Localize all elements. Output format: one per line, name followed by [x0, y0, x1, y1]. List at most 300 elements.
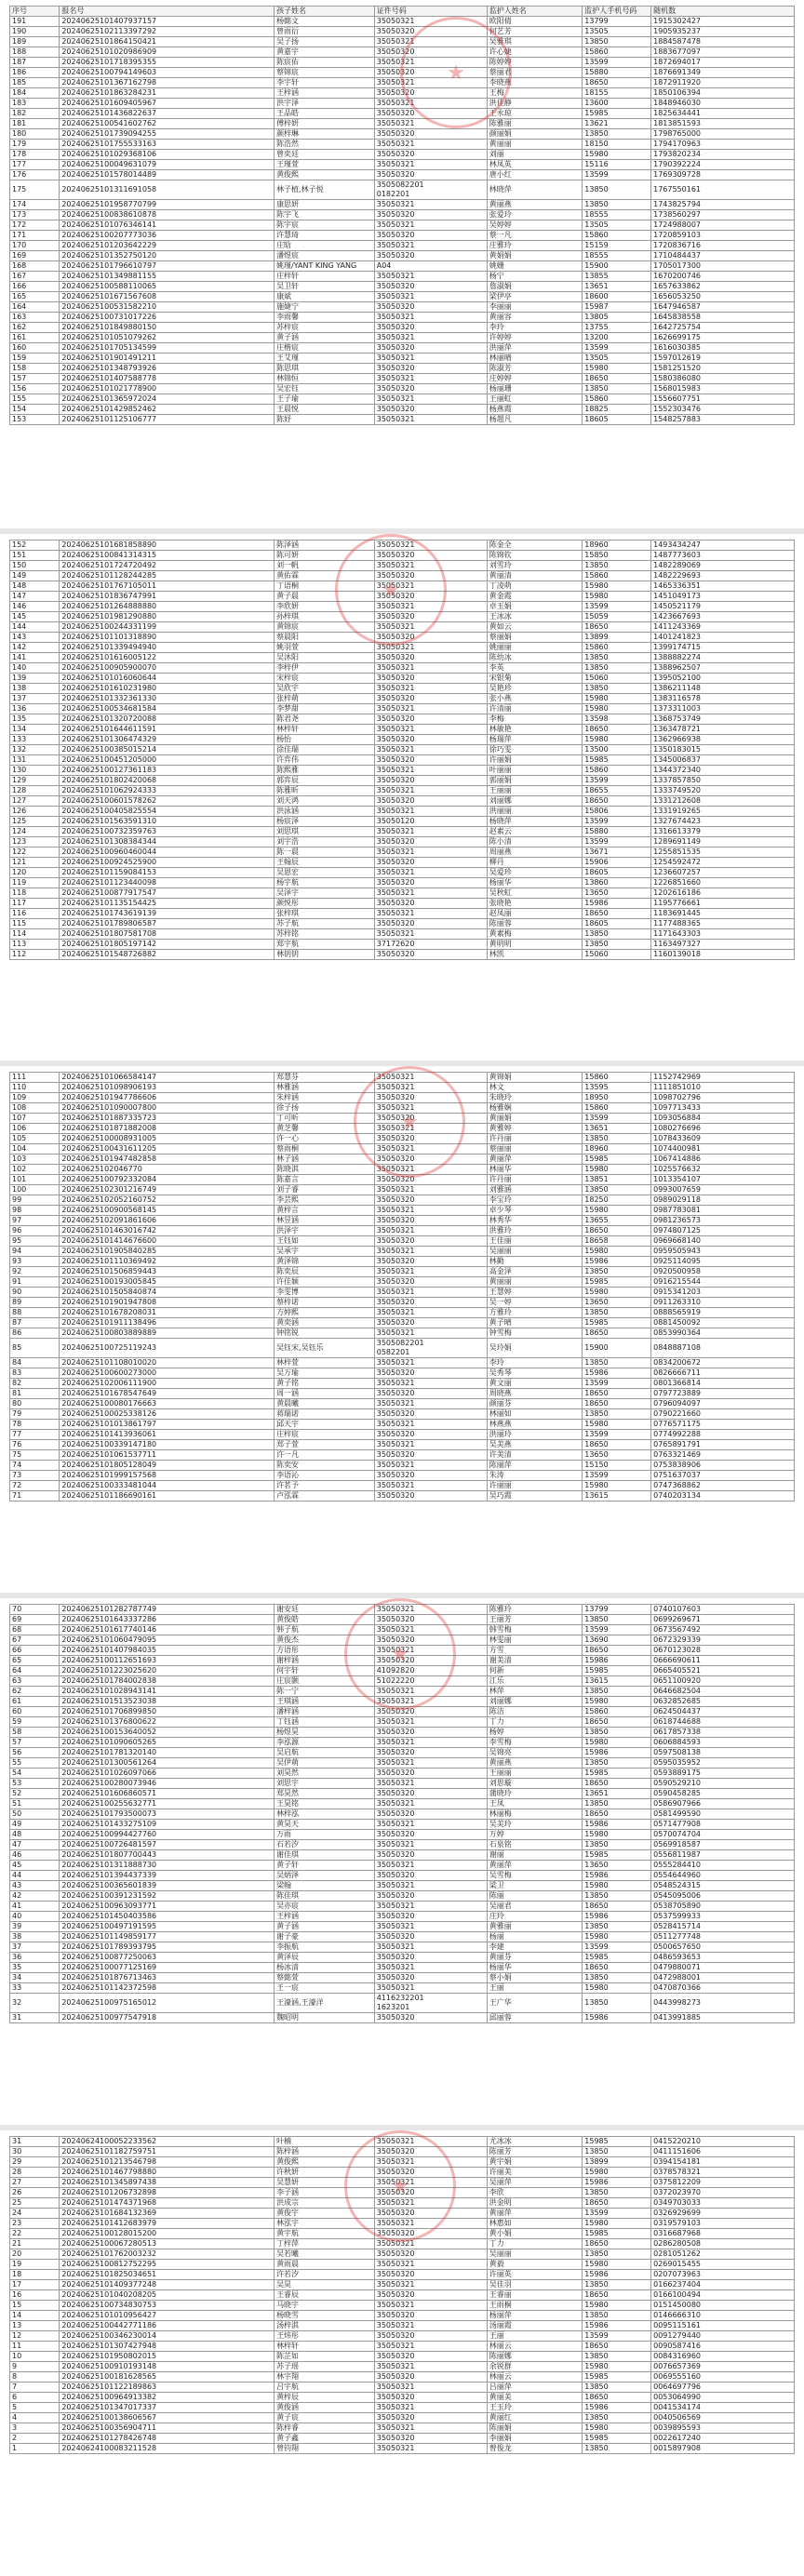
cell-reg-no: 20240625101282787749: [60, 1605, 275, 1615]
cell-guardian-phone: 18650: [583, 2393, 651, 2403]
table-row: [10, 1820, 795, 1830]
cell-child-name: 王瑾萱: [275, 160, 375, 170]
cell-seq: 58: [10, 1728, 60, 1738]
table-row: [10, 725, 795, 735]
table-row: [10, 2013, 795, 2023]
cell-random-no: 1657633862: [651, 282, 795, 292]
cell-guardian-phone: 15986: [583, 1748, 651, 1758]
cell-guardian-phone: 18960: [583, 541, 651, 551]
cell-reg-no: 20240625101021778900: [60, 384, 275, 394]
cell-child-name: 曾奕廷: [275, 150, 375, 160]
cell-guardian-phone: 18250: [583, 1195, 651, 1206]
cell-guardian-phone: 13650: [583, 1861, 651, 1871]
cell-id-no: 35050321: [374, 2403, 487, 2413]
cell-reg-no: 20240625101671567608: [60, 292, 275, 302]
cell-seq: 123: [10, 837, 60, 848]
cell-seq: 95: [10, 1236, 60, 1247]
cell-guardian-phone: 15860: [583, 1103, 651, 1114]
cell-reg-no: 20240625101871882008: [60, 1124, 275, 1134]
cell-reg-no: 20240625101463016742: [60, 1226, 275, 1236]
cell-random-no: 0151450080: [651, 2301, 795, 2311]
cell-random-no: 1616030385: [651, 343, 795, 354]
cell-guardian-name: 洪金明: [487, 2198, 583, 2209]
cell-random-no: 1626699175: [651, 333, 795, 343]
cell-reg-no: 20240625101013861797: [60, 1420, 275, 1430]
cell-random-no: 1383116578: [651, 694, 795, 704]
cell-seq: 70: [10, 1605, 60, 1615]
cell-guardian-phone: 15986: [583, 1912, 651, 1922]
cell-guardian-phone: 13599: [583, 1942, 651, 1953]
cell-id-no: 35050321: [374, 2321, 487, 2331]
cell-seq: 121: [10, 858, 60, 868]
cell-guardian-phone: 15985: [583, 1850, 651, 1861]
cell-guardian-phone: 13850: [583, 1185, 651, 1195]
cell-guardian-phone: 15986: [583, 2270, 651, 2280]
cell-child-name: 方婷熙: [275, 1308, 375, 1318]
cell-id-no: 35050321: [374, 663, 487, 674]
cell-id-no: 35050320: [374, 231, 487, 241]
cell-id-no: 35050321: [374, 1738, 487, 1748]
cell-seq: 65: [10, 1656, 60, 1666]
cell-child-name: 陈浩然: [275, 140, 375, 150]
cell-id-no: 35050320: [374, 1257, 487, 1267]
cell-child-name: 杨懿文: [275, 17, 375, 27]
cell-seq: 84: [10, 1358, 60, 1368]
cell-reg-no: 20240625101026097066: [60, 1768, 275, 1779]
cell-random-no: 0915341203: [651, 1288, 795, 1298]
cell-child-name: 刘一帆: [275, 561, 375, 571]
cell-guardian-name: 王慧婷: [487, 1288, 583, 1298]
cell-reg-no: 20240625101347017337: [60, 2403, 275, 2413]
cell-guardian-phone: 15986: [583, 1656, 651, 1666]
cell-reg-no: 20240625100365601839: [60, 1881, 275, 1891]
cell-seq: 118: [10, 888, 60, 899]
cell-id-no: 35050321: [374, 1799, 487, 1809]
cell-guardian-phone: 18650: [583, 1779, 651, 1789]
cell-guardian-name: 李晓燕: [487, 78, 583, 88]
table-row: [10, 1994, 795, 2013]
cell-guardian-phone: 15980: [583, 735, 651, 745]
cell-guardian-phone: 15860: [583, 1073, 651, 1083]
cell-guardian-phone: 18605: [583, 919, 651, 929]
cell-guardian-phone: 15986: [583, 1871, 651, 1881]
cell-random-no: 1482289069: [651, 561, 795, 571]
cell-guardian-name: 张晓艳: [487, 899, 583, 909]
cell-child-name: 陈嘉言: [275, 1175, 375, 1185]
cell-id-no: 35050320: [374, 2413, 487, 2423]
official-seal-stamp: [344, 1598, 456, 1710]
cell-reg-no: 20240625100732359763: [60, 827, 275, 837]
cell-child-name: 谢子豪: [275, 1932, 375, 1942]
cell-seq: 81: [10, 1389, 60, 1399]
cell-reg-no: 20240625101413936061: [60, 1430, 275, 1440]
cell-seq: 101: [10, 1175, 60, 1185]
table-row: [10, 2444, 795, 2454]
cell-random-no: 1451049173: [651, 592, 795, 602]
cell-random-no: 1013354107: [651, 1175, 795, 1185]
table-row: [10, 950, 795, 960]
cell-seq: 177: [10, 160, 60, 170]
cell-child-name: 傅梓妍: [275, 119, 375, 129]
cell-id-no: 35050320: [374, 2290, 487, 2301]
cell-seq: 89: [10, 1298, 60, 1308]
cell-child-name: 钟铭锐: [275, 1328, 375, 1339]
cell-reg-no: 20240625101436822637: [60, 109, 275, 119]
cell-guardian-name: 柳丹: [487, 858, 583, 868]
cell-random-no: 1850106394: [651, 88, 795, 99]
cell-random-no: 0581499590: [651, 1809, 795, 1820]
cell-seq: 71: [10, 1491, 60, 1502]
cell-guardian-name: 陈小清: [487, 837, 583, 848]
cell-guardian-phone: 15985: [583, 1953, 651, 1963]
cell-guardian-name: 许丹丽: [487, 1175, 583, 1185]
table-row: [10, 2280, 795, 2290]
table-row: [10, 109, 795, 119]
cell-guardian-phone: 18650: [583, 622, 651, 633]
cell-guardian-name: 陈丽萍: [487, 1461, 583, 1471]
cell-guardian-name: 李建: [487, 1942, 583, 1953]
cell-random-no: 0472988001: [651, 1973, 795, 1983]
cell-seq: 35: [10, 1963, 60, 1973]
cell-id-no: 35050321: [374, 643, 487, 653]
cell-random-no: 0586907966: [651, 1799, 795, 1809]
cell-id-no: 35050321: [374, 1358, 487, 1368]
cell-child-name: 王翰辰: [275, 858, 375, 868]
cell-reg-no: 20240625101307427948: [60, 2342, 275, 2352]
cell-reg-no: 20240625102113397292: [60, 27, 275, 37]
cell-reg-no: 20240625101308384344: [60, 837, 275, 848]
cell-guardian-phone: 15986: [583, 899, 651, 909]
cell-seq: 86: [10, 1328, 60, 1339]
table-row: [10, 776, 795, 786]
table-row: [10, 333, 795, 343]
cell-random-no: 1388882274: [651, 653, 795, 663]
table-row: [10, 1789, 795, 1799]
cell-random-no: 1177488365: [651, 919, 795, 929]
cell-seq: 138: [10, 684, 60, 694]
cell-seq: 85: [10, 1339, 60, 1358]
cell-random-no: 1905935237: [651, 27, 795, 37]
cell-reg-no: 20240625100244331199: [60, 622, 275, 633]
cell-guardian-phone: 13850: [583, 2382, 651, 2393]
cell-reg-no: 20240625101513523038: [60, 1697, 275, 1707]
cell-guardian-phone: 15980: [583, 2260, 651, 2270]
table-row: [10, 1902, 795, 1912]
cell-reg-no: 20240625101610231980: [60, 684, 275, 694]
cell-id-no: 35050320: [374, 714, 487, 725]
cell-id-no: 35050320: [374, 2352, 487, 2362]
cell-random-no: 0269015455: [651, 2260, 795, 2270]
cell-child-name: 吴昊: [275, 2280, 375, 2290]
cell-reg-no: 20240625101678208031: [60, 1308, 275, 1318]
cell-random-no: 0413991885: [651, 2013, 795, 2023]
table-row: [10, 302, 795, 313]
cell-guardian-name: 黄丽燕: [487, 200, 583, 210]
cell-guardian-name: 吴爱珍: [487, 868, 583, 878]
table-row: [10, 1471, 795, 1481]
cell-guardian-phone: 13805: [583, 313, 651, 323]
table-row: [10, 1953, 795, 1963]
cell-child-name: 王梓涵: [275, 1912, 375, 1922]
cell-child-name: 庄晗: [275, 241, 375, 251]
cell-child-name: 黄子宸: [275, 2413, 375, 2423]
cell-guardian-name: 王丽: [487, 1983, 583, 1994]
cell-child-name: 王琪涵: [275, 1697, 375, 1707]
cell-guardian-phone: 13500: [583, 745, 651, 755]
cell-reg-no: 20240625101807581708: [60, 929, 275, 940]
cell-guardian-name: 刘丽娜: [487, 1697, 583, 1707]
cell-random-no: 0569918587: [651, 1840, 795, 1850]
cell-random-no: 0699269671: [651, 1615, 795, 1625]
cell-id-no: 35050321: [374, 888, 487, 899]
cell-seq: 117: [10, 899, 60, 909]
cell-reg-no: 20240625101311888730: [60, 1861, 275, 1871]
cell-guardian-name: 黄文丽: [487, 1379, 583, 1389]
cell-seq: 17: [10, 2280, 60, 2290]
cell-guardian-phone: 15986: [583, 2403, 651, 2413]
cell-seq: 77: [10, 1430, 60, 1440]
official-seal-stamp: [335, 534, 447, 646]
cell-random-no: 1793820234: [651, 150, 795, 160]
cell-reg-no: 20240625101836747991: [60, 592, 275, 602]
cell-guardian-name: 丁力: [487, 2239, 583, 2249]
cell-seq: 169: [10, 251, 60, 261]
cell-random-no: 0022617240: [651, 2434, 795, 2444]
cell-guardian-name: 陈淑芳: [487, 364, 583, 374]
cell-id-no: 35050321: [374, 292, 487, 302]
cell-id-no: 35050321: [374, 1288, 487, 1298]
cell-reg-no: 20240625101010956427: [60, 2311, 275, 2321]
cell-guardian-name: 邱丽蓉: [487, 2013, 583, 2023]
table-row: [10, 261, 795, 272]
table-row: [10, 1358, 795, 1368]
cell-guardian-phone: 13850: [583, 1687, 651, 1697]
cell-random-no: 1080276696: [651, 1124, 795, 1134]
cell-guardian-name: 吴秀琴: [487, 1368, 583, 1379]
cell-child-name: 吴炳泽: [275, 1871, 375, 1881]
cell-child-name: 庄楷宸: [275, 343, 375, 354]
cell-child-name: 蒋瑞诺: [275, 1409, 375, 1420]
cell-guardian-phone: 13595: [583, 1083, 651, 1093]
cell-id-no: 35050320: [374, 1114, 487, 1124]
cell-child-name: 吴启航: [275, 1748, 375, 1758]
cell-random-no: 0981236573: [651, 1216, 795, 1226]
cell-child-name: 郑昊然: [275, 1789, 375, 1799]
cell-guardian-name: 刘思璇: [487, 1779, 583, 1789]
cell-reg-no: 20240625101182759751: [60, 2147, 275, 2157]
cell-id-no: 35050321: [374, 1420, 487, 1430]
cell-guardian-name: 梁卫: [487, 1881, 583, 1891]
cell-guardian-name: 许婷婷: [487, 333, 583, 343]
cell-reg-no: 20240625101789393795: [60, 1942, 275, 1953]
cell-guardian-phone: 15860: [583, 231, 651, 241]
cell-seq: 189: [10, 37, 60, 47]
cell-guardian-name: 叶丽丽: [487, 766, 583, 776]
cell-child-name: 吴卫轩: [275, 282, 375, 292]
cell-guardian-name: 林丽云: [487, 2372, 583, 2382]
cell-guardian-name: 周丽燕: [487, 848, 583, 858]
cell-seq: 128: [10, 786, 60, 796]
cell-child-name: 林梓泓: [275, 1809, 375, 1820]
cell-guardian-name: 吴美燕: [487, 1440, 583, 1450]
cell-id-no: 35050321: [374, 1861, 487, 1871]
table-row: [10, 1491, 795, 1502]
table-row: [10, 704, 795, 714]
cell-seq: 32: [10, 1994, 60, 2013]
cell-random-no: 1411243369: [651, 622, 795, 633]
table-row: [10, 1430, 795, 1440]
cell-reg-no: 20240625100792332084: [60, 1175, 275, 1185]
cell-random-no: 1362966938: [651, 735, 795, 745]
cell-random-no: 0316687968: [651, 2229, 795, 2239]
cell-random-no: 0166237404: [651, 2280, 795, 2290]
cell-random-no: 1423667693: [651, 612, 795, 622]
cell-random-no: 0618744688: [651, 1717, 795, 1728]
cell-child-name: 许慧琦: [275, 231, 375, 241]
table-row: [10, 755, 795, 766]
cell-child-name: 万雨: [275, 1830, 375, 1840]
cell-id-no: 35050320: [374, 27, 487, 37]
cell-child-name: 姚羽萱: [275, 643, 375, 653]
cell-child-name: 黄子鑫: [275, 2434, 375, 2444]
cell-random-no: 1111851010: [651, 1083, 795, 1093]
cell-id-no: 35050320: [374, 1891, 487, 1902]
cell-child-name: 李雯博: [275, 1288, 375, 1298]
cell-guardian-phone: 15985: [583, 2434, 651, 2444]
cell-guardian-name: 黄丽美: [487, 2393, 583, 2403]
cell-guardian-name: 赵素云: [487, 827, 583, 837]
cell-random-no: 0015897908: [651, 2444, 795, 2454]
table-row: [10, 1963, 795, 1973]
cell-seq: 20: [10, 2249, 60, 2260]
table-row: [10, 1809, 795, 1820]
table-row: [10, 2413, 795, 2423]
cell-reg-no: 20240625100975165012: [60, 1994, 275, 2013]
cell-id-no: 35050320: [374, 551, 487, 561]
cell-id-no: 35050320: [374, 170, 487, 180]
cell-id-no: 35050320: [374, 2372, 487, 2382]
cell-seq: 62: [10, 1687, 60, 1697]
cell-child-name: 潘梓涵: [275, 1707, 375, 1717]
cell-child-name: 谢梓涵: [275, 1656, 375, 1666]
cell-guardian-phone: 15860: [583, 571, 651, 581]
cell-reg-no: 20240625101020986909: [60, 47, 275, 58]
cell-id-no: 35050321: [374, 1758, 487, 1768]
cell-guardian-phone: 15980: [583, 1983, 651, 1994]
cell-guardian-name: 吴丽丽: [487, 2249, 583, 2260]
cell-guardian-name: 黄丽丽: [487, 1277, 583, 1288]
cell-random-no: 0987783081: [651, 1206, 795, 1216]
cell-guardian-phone: 15980: [583, 592, 651, 602]
cell-id-no: 35050320: [374, 1912, 487, 1922]
table-row: [10, 99, 795, 109]
table-row: [10, 282, 795, 292]
cell-reg-no: 20240625101311691058: [60, 180, 275, 200]
cell-random-no: 0790221660: [651, 1409, 795, 1420]
cell-child-name: 苏梓宸: [275, 323, 375, 333]
cell-guardian-name: 黄丽丽: [487, 140, 583, 150]
cell-guardian-phone: 15116: [583, 160, 651, 170]
cell-guardian-name: 许丹丽: [487, 1134, 583, 1144]
cell-guardian-phone: 18650: [583, 1717, 651, 1728]
cell-child-name: 刘昊然: [275, 1768, 375, 1779]
cell-id-no: 35050320: [374, 1748, 487, 1758]
cell-random-no: 0740203134: [651, 1491, 795, 1502]
cell-guardian-phone: 18650: [583, 78, 651, 88]
cell-child-name: 许茗予: [275, 1481, 375, 1491]
table-row: [10, 364, 795, 374]
cell-guardian-phone: 13850: [583, 1799, 651, 1809]
cell-id-no: 35050320: [374, 47, 487, 58]
cell-id-no: 35050320: [374, 1973, 487, 1983]
cell-random-no: 0528415714: [651, 1922, 795, 1932]
cell-id-no: 35050320: [374, 129, 487, 140]
cell-reg-no: 20240625100900568145: [60, 1206, 275, 1216]
cell-seq: 190: [10, 27, 60, 37]
cell-reg-no: 20240625101793500073: [60, 1809, 275, 1820]
cell-reg-no: 20240625101684132369: [60, 2209, 275, 2219]
cell-reg-no: 20240625101644611591: [60, 725, 275, 735]
cell-random-no: 0511277748: [651, 1932, 795, 1942]
cell-seq: 9: [10, 2362, 60, 2372]
cell-guardian-name: 王玉玲: [487, 2403, 583, 2413]
table-row: [10, 1185, 795, 1195]
cell-id-no: 35050320: [374, 633, 487, 643]
cell-seq: 5: [10, 2403, 60, 2413]
cell-random-no: 0959505943: [651, 1247, 795, 1257]
cell-reg-no: 20240625101505840874: [60, 1288, 275, 1298]
cell-reg-no: 20240625100181628565: [60, 2372, 275, 2382]
cell-seq: 48: [10, 1830, 60, 1840]
cell-guardian-phone: 18650: [583, 909, 651, 919]
cell-id-no: 35050321: [374, 1308, 487, 1318]
cell-child-name: 杨怡: [275, 735, 375, 745]
cell-guardian-phone: 13850: [583, 2280, 651, 2290]
cell-id-no: 35050321: [374, 807, 487, 817]
cell-guardian-name: 陈锦钦: [487, 551, 583, 561]
cell-guardian-phone: 13599: [583, 2331, 651, 2342]
cell-seq: 159: [10, 354, 60, 364]
cell-seq: 119: [10, 878, 60, 888]
cell-guardian-name: 王梅: [487, 88, 583, 99]
cell-id-no: 35050321: [374, 220, 487, 231]
cell-child-name: 吴伊萌: [275, 1758, 375, 1768]
cell-guardian-name: 万婷: [487, 1830, 583, 1840]
cell-guardian-name: 吴美玲: [487, 1820, 583, 1830]
cell-id-no: 35050321: [374, 2239, 487, 2249]
cell-child-name: 刘思宇: [275, 1779, 375, 1789]
cell-id-no: 35050321: [374, 1073, 487, 1083]
cell-seq: 41: [10, 1902, 60, 1912]
cell-seq: 109: [10, 1093, 60, 1103]
cell-random-no: 1647946587: [651, 302, 795, 313]
cell-guardian-phone: 13651: [583, 282, 651, 292]
cell-guardian-phone: 15985: [583, 1155, 651, 1165]
cell-id-no: 35050320: [374, 1409, 487, 1420]
cell-guardian-phone: 18650: [583, 2198, 651, 2209]
cell-reg-no: 20240625101802420068: [60, 776, 275, 786]
cell-reg-no: 20240625100726481597: [60, 1840, 275, 1850]
table-row: [10, 663, 795, 674]
cell-reg-no: 20240625100067280513: [60, 2239, 275, 2249]
table-row: [10, 251, 795, 261]
cell-reg-no: 20240625101548726882: [60, 950, 275, 960]
cell-guardian-phone: 13651: [583, 1789, 651, 1799]
cell-reg-no: 20240625100138606567: [60, 2413, 275, 2423]
cell-child-name: 李梦甜: [275, 704, 375, 714]
cell-reg-no: 20240625101947786606: [60, 1093, 275, 1103]
cell-id-no: 35050320: [374, 837, 487, 848]
